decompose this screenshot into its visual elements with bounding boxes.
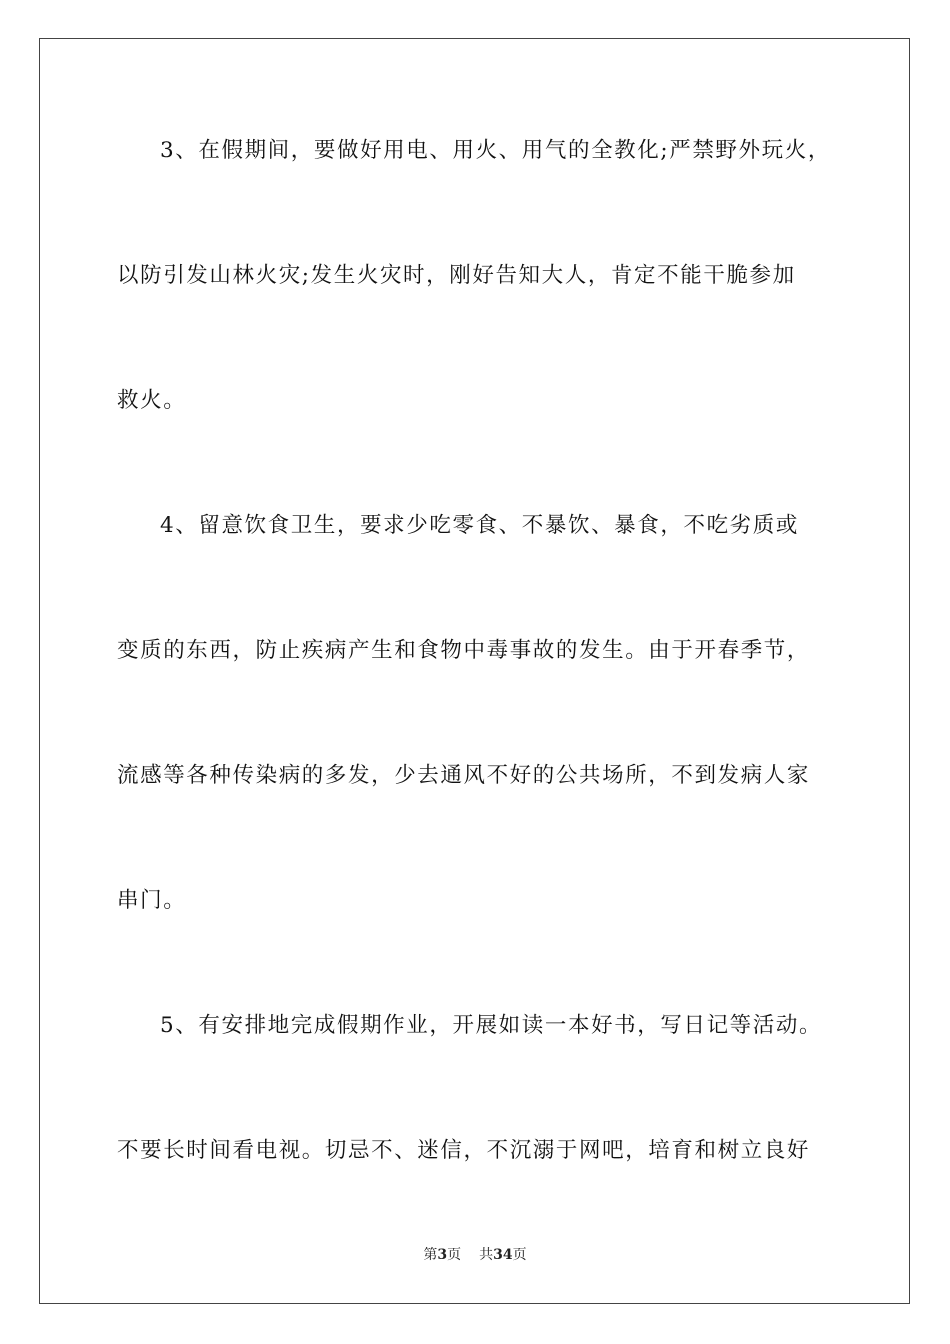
- page-number: 3: [437, 1247, 448, 1263]
- page-footer: [0, 1244, 950, 1264]
- page-suffix: 页: [447, 1247, 462, 1263]
- paragraph-5-line-2: 不要长时间看电视。切忌不、迷信，不沉溺于网吧，培育和树立良好: [117, 1138, 811, 1163]
- paragraph-4-line-4: 串门。: [117, 888, 187, 913]
- paragraph-4-line-3: 流感等各种传染病的多发，少去通风不好的公共场所，不到发病人家: [117, 763, 811, 788]
- page-prefix: 第: [423, 1247, 438, 1263]
- paragraph-3-line-3: 救火。: [117, 388, 187, 413]
- total-pages: 34: [493, 1247, 513, 1263]
- paragraph-3-line-2: 以防引发山林火灾;发生火灾时，刚好告知大人，肯定不能干脆参加: [117, 263, 796, 288]
- total-prefix: 共: [479, 1247, 494, 1263]
- paragraph-4-line-2: 变质的东西，防止疾病产生和食物中毒事故的发生。由于开春季节，: [117, 638, 811, 663]
- total-suffix: 页: [512, 1247, 527, 1263]
- paragraph-3-line-1: 3、在假期间，要做好用电、用火、用气的全教化;严禁野外玩火，: [160, 138, 831, 163]
- paragraph-5-line-1: 5、有安排地完成假期作业，开展如读一本好书，写日记等活动。: [160, 1013, 823, 1038]
- paragraph-4-line-1: 4、留意饮食卫生，要求少吃零食、不暴饮、暴食，不吃劣质或: [160, 513, 799, 538]
- page-border: [39, 38, 910, 1304]
